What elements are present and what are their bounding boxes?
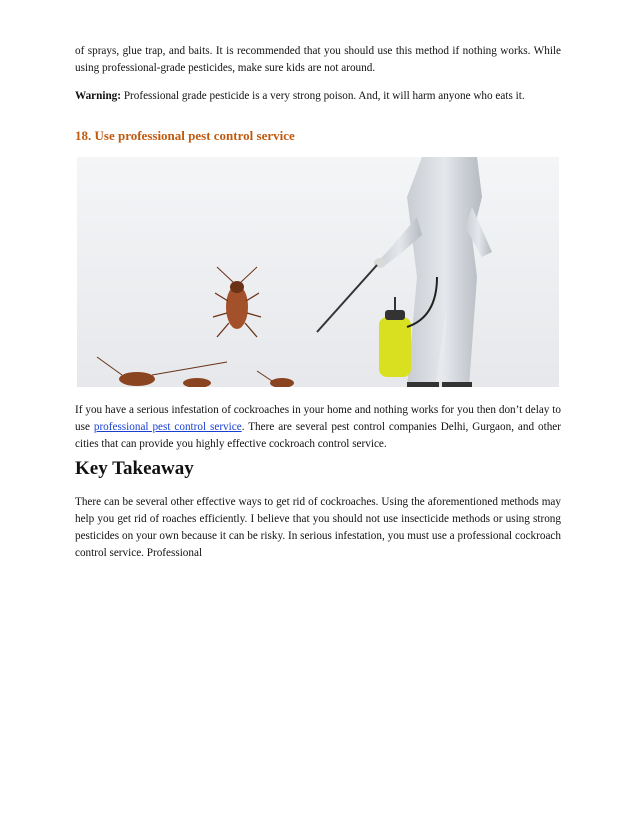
pest-control-image (77, 157, 559, 387)
warning-text: Professional grade pesticide is a very strong poison. And, it will harm anyone who eats it. (121, 90, 525, 102)
professional-pest-control-link[interactable]: professional pest control service (93, 421, 242, 433)
paragraph-infestation (75, 402, 561, 453)
paragraph-infestation-text-after: . There are several pest control companies Delhi, Gurgaon, and other cities that can provide you highly effective cockroach control service. (75, 421, 561, 450)
paragraph-sprays: of sprays, glue trap, and baits. It is recommended that you should use this method if nothing works. While using professional-grade pesticides, make sure kids are not around. (75, 45, 561, 74)
warning-label: Warning: (75, 90, 122, 102)
section-heading-18: 18. Use professional pest control service (75, 128, 295, 143)
paragraph-infestation-text-before: If you have a serious infestation of cockroaches in your home and nothing works for you then don’t delay to use (75, 404, 561, 433)
pest-control-illustration (77, 157, 559, 387)
paragraph-key-takeaway: There can be several other effective ways to get rid of cockroaches. Using the aforementioned methods may help you get rid of roaches efficiently. I believe that you should not use insecticide methods or using strong pesticides on your own because it can be risky. In serious infestation, you must use a professional cockroach control service. Professional (75, 496, 561, 559)
key-takeaway-heading: Key Takeaway (75, 458, 194, 479)
paragraph-warning (75, 88, 561, 105)
